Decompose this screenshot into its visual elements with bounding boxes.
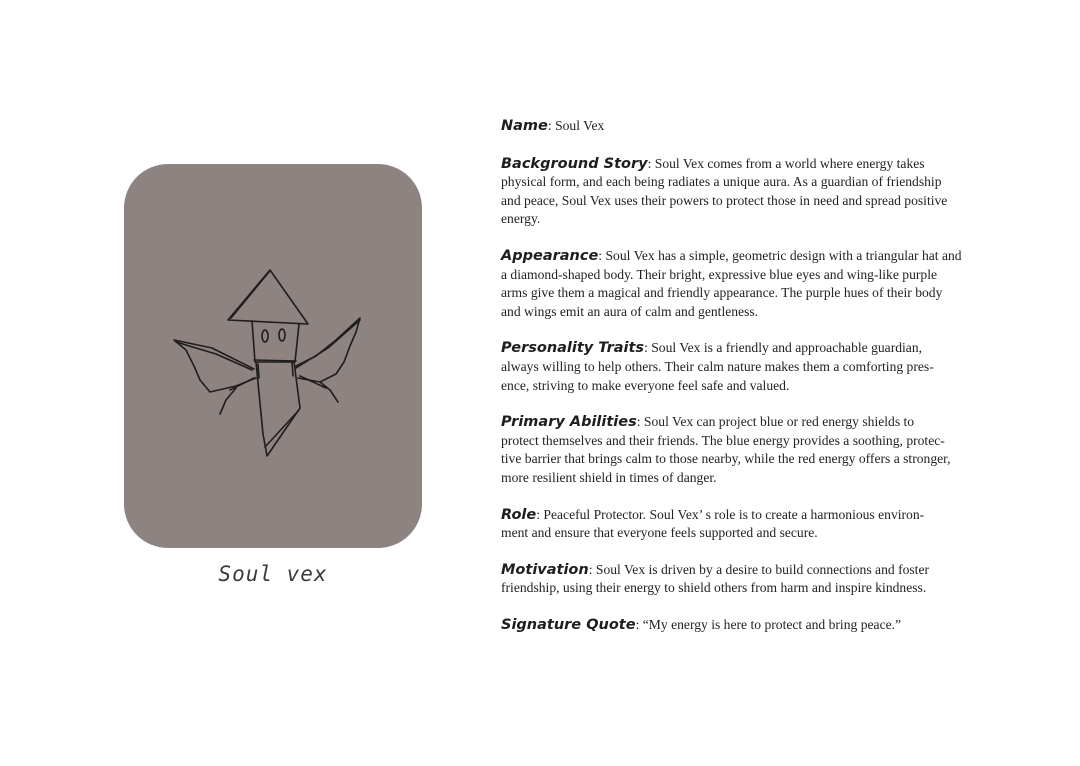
entry-text: Soul Vex has a simple, geometric design with a triangular hat and	[605, 247, 962, 263]
entry-text: Soul Vex	[555, 118, 605, 133]
entry-text: ment and ensure that everyone feels supported and secure.	[501, 525, 818, 541]
entry-text: Soul Vex is a friendly and approachable guardian,	[651, 340, 923, 356]
entry-name: Name: Soul Vex	[501, 118, 605, 134]
character-illustration-card	[124, 164, 422, 548]
entry-text: tive barrier that brings calm to those nearby, while the red energy offers a stronger,	[501, 451, 951, 467]
character-sketch	[124, 164, 422, 548]
entry-text: Soul Vex is driven by a desire to build connections and foster	[595, 561, 930, 577]
entry-motivation: Motivation: Soul Vex is driven by a desire to build connections and foster friendship, using their energy to shield others from harm and inspire kindness.	[501, 561, 996, 598]
entry-label: Personality Traits	[501, 340, 645, 357]
entry-text: arms give them a magical and friendly appearance. The purple hues of their body	[501, 285, 943, 301]
entry-label: Name	[501, 118, 548, 134]
entry-appearance: Appearance: Soul Vex has a simple, geometric design with a triangular hat and a diamond-shaped body. Their bright, expressive blue eyes and wing-like purple arms give them a magical and friendly appearance. The purple hues of their body and wings emit an aura of calm and gentleness.	[501, 247, 996, 321]
entry-label: Role	[501, 506, 537, 523]
character-caption: Soul vex	[218, 562, 328, 586]
entry-role: Role: Peaceful Protector. Soul Vex’ s role is to create a harmonious environ- ment and ensure that everyone feels supported and secure.	[501, 506, 996, 543]
entry-primary-abilities: Primary Abilities: Soul Vex can project blue or red energy shields to protect themselves and their friends. The blue energy provides a soothing, protec- tive barrier that brings calm to those nearby, while the red energy offers a stronger, more resilient shield in times of danger.	[501, 413, 996, 487]
entry-label: Primary Abilities	[501, 414, 637, 431]
entry-background-story: Background Story: Soul Vex comes from a world where energy takes physical form, and each being radiates a unique aura. As a guardian of friendship and peace, Soul Vex uses their powers to protect those in need and spread positive energy.	[501, 155, 996, 229]
entry-text: Soul Vex can project blue or red energy shields to	[643, 414, 915, 430]
entry-personality-traits: Personality Traits: Soul Vex is a friendly and approachable guardian, always willing to help others. Their calm nature makes them a comforting pres- ence, striving to make everyone feel safe and valued.	[501, 339, 996, 395]
entry-text: protect themselves and their friends. The blue energy provides a soothing, protec-	[501, 432, 945, 448]
entry-text: always willing to help others. Their calm nature makes them a comforting pres-	[501, 358, 934, 374]
entry-text: and wings emit an aura of calm and gentleness.	[501, 303, 759, 319]
entry-label: Appearance	[501, 247, 599, 264]
entry-text: “My energy is here to protect and bring peace.”	[642, 616, 902, 632]
entry-text: energy.	[501, 211, 541, 227]
entry-text: a diamond-shaped body. Their bright, expressive blue eyes and wing-like purple	[501, 266, 938, 282]
entry-text: friendship, using their energy to shield others from harm and inspire kindness.	[501, 580, 927, 596]
entry-label: Background Story	[501, 155, 648, 172]
entry-text: Peaceful Protector. Soul Vex’ s role is to create a harmonious environ-	[543, 506, 925, 522]
entry-label: Motivation	[501, 561, 589, 578]
entry-text: ence, striving to make everyone feel safe and valued.	[501, 377, 790, 393]
entry-label: Signature Quote	[501, 616, 636, 633]
entry-text: more resilient shield in times of danger.	[501, 469, 717, 485]
entry-signature-quote: Signature Quote: “My energy is here to protect and bring peace.”	[501, 616, 902, 633]
entry-text: physical form, and each being radiates a unique aura. As a guardian of friendship	[501, 174, 942, 190]
character-profile	[501, 117, 996, 634]
entry-text: and peace, Soul Vex uses their powers to protect those in need and spread positive	[501, 192, 948, 208]
entry-text: Soul Vex comes from a world where energy takes	[654, 155, 925, 171]
